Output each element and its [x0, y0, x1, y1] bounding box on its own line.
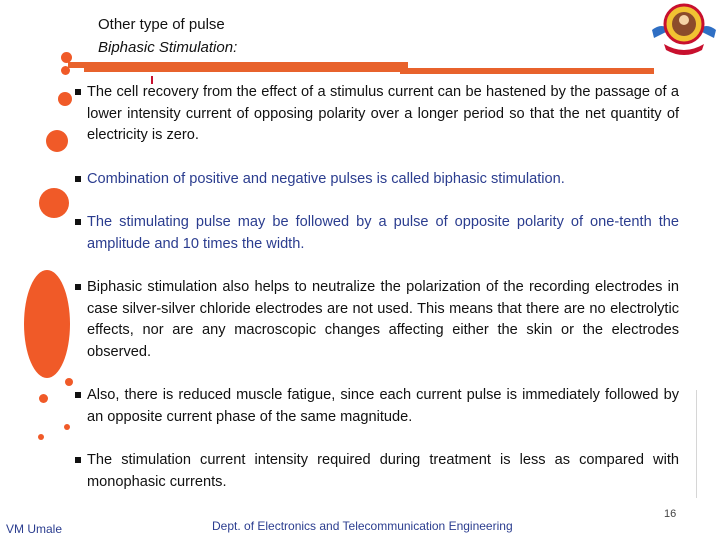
bullet-marker	[75, 89, 81, 95]
bullet-text: Combination of positive and negative pulses is called biphasic stimulation.	[87, 171, 565, 187]
bullet-item	[75, 277, 679, 363]
bullet-marker	[75, 176, 81, 182]
institute-emblem-icon	[650, 0, 718, 58]
bullet-text: Biphasic stimulation also helps to neutralize the polarization of the recording electrodes in case silver-silver chloride electrodes are not used. This means that there are no electrolytic effects, nor are any macroscopic changes affecting either the skin or the electrodes observed.	[87, 279, 679, 360]
page-number: 16	[664, 508, 677, 520]
bullet-marker	[75, 457, 81, 463]
divider	[696, 390, 697, 498]
bullet-item	[75, 82, 679, 147]
bullet-item	[75, 450, 679, 493]
bullet-text: Also, there is reduced muscle fatigue, since each current pulse is immediately followed by an opposite current phase of the same magnitude.	[87, 387, 679, 425]
footer-department: Dept. of Electronics and Telecommunication Engineering	[212, 519, 513, 533]
title-underline-extension	[400, 68, 654, 74]
bullet-item	[75, 169, 679, 191]
bullet-marker	[75, 284, 81, 290]
bullet-text: The stimulation current intensity required during treatment is less as compared with monophasic currents.	[87, 452, 679, 490]
slide-subtitle: Other type of pulse	[98, 16, 225, 33]
bullet-marker	[75, 392, 81, 398]
bullet-text: The stimulating pulse may be followed by a pulse of opposite polarity of one-tenth the amplitude and 10 times the width.	[87, 214, 679, 252]
slide-title: Biphasic Stimulation:	[98, 39, 238, 56]
bullet-item	[75, 212, 679, 255]
bullet-marker	[75, 219, 81, 225]
footer-author: VM Umale	[6, 522, 63, 536]
bullet-text: The cell recovery from the effect of a stimulus current can be hastened by the passage of a lower intensity current of opposing polarity over a longer period so that the net quantity of electricity is zero.	[87, 84, 679, 144]
bullet-item	[75, 385, 679, 428]
title-underline-left	[84, 68, 400, 72]
cursor-marker	[151, 76, 153, 84]
